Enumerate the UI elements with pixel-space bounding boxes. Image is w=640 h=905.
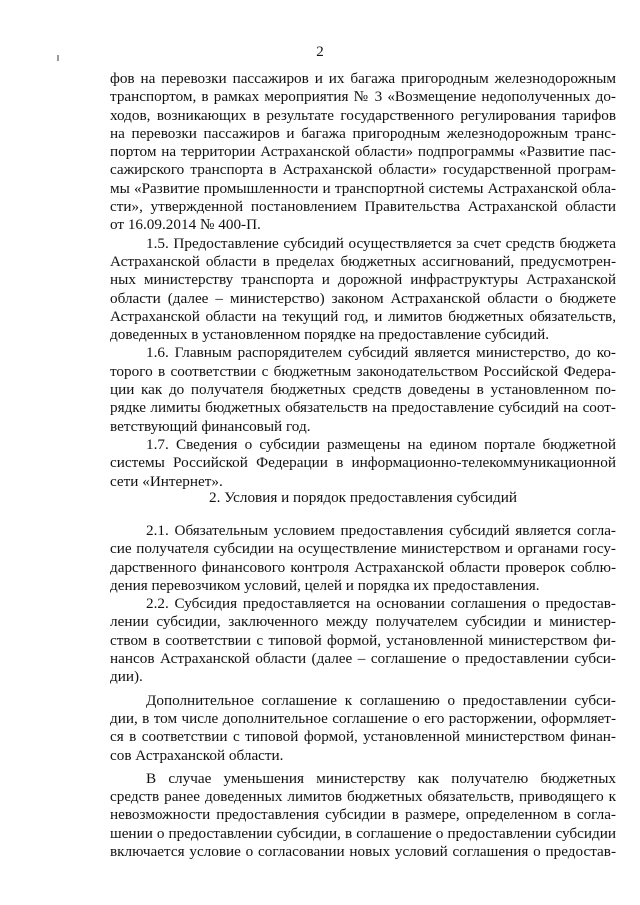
paragraph-1-7-start: 1.7. Сведения о субсидии размещены на едином портале бюджетной	[146, 435, 616, 453]
text-line: дии, в том числе дополнительное соглашение о его расторжении, оформляет-	[110, 709, 616, 727]
text-line: Астраханской области в пределах бюджетных ассигнований, предусмотрен-	[110, 252, 616, 270]
text-line: дии).	[110, 668, 143, 686]
text-line: рядке лимиты бюджетных обязательств на предоставление субсидий на соот-	[110, 399, 616, 417]
section-heading: 2. Условия и порядок предоставления субсидий	[209, 489, 517, 506]
text-line: сие получателя субсидии на осуществление министерством и органами госу-	[110, 540, 616, 558]
paragraph-1-5-start: 1.5. Предоставление субсидий осуществляется за счет средств бюджета	[146, 234, 616, 252]
text-line: средств ранее доведенных лимитов бюджетных обязательств, приводящего к	[110, 788, 616, 806]
text-line: сети «Интернет».	[110, 472, 223, 490]
text-line: сов Астраханской области.	[110, 746, 284, 764]
text-block-section-1	[110, 70, 616, 491]
text-line: мы «Развитие промышленности и транспортной системы Астраханской обла-	[110, 179, 616, 197]
text-line: на перевозки пассажиров и багажа пригородным железнодорожным транс-	[110, 124, 616, 142]
text-line: ветствующий финансовый год.	[110, 417, 311, 435]
text-line: сти», утвержденной постановлением Правительства Астраханской области	[110, 198, 616, 216]
text-line: невозможности предоставления субсидии в размере, определенном в согла-	[110, 806, 616, 824]
paragraph-limits-start: В случае уменьшения министерству как получателю бюджетных	[146, 769, 616, 787]
text-line: сажирского транспорта в Астраханской области» государственной програм-	[110, 161, 616, 179]
paragraph-1-6-start: 1.6. Главным распорядителем субсидий является министерство, до ко-	[146, 344, 616, 362]
text-line: лении субсидии, заключенного между получателем субсидии и министер-	[110, 613, 616, 631]
text-line: ся в соответствии с типовой формой, установленной министерством финан-	[110, 728, 616, 746]
paragraph-additional-agreement-start: Дополнительное соглашение к соглашению о предоставлении субси-	[146, 691, 616, 709]
text-line: шении о предоставлении субсидии, в соглашение о предоставлении субсидии	[110, 824, 616, 842]
text-line: доведенных в установленном порядке на предоставление субсидий.	[110, 326, 549, 344]
text-line: транспортом, в рамках мероприятия № 3 «Возмещение недополученных до-	[110, 88, 616, 106]
text-line: системы Российской Федерации в информационно-телекоммуникационной	[110, 454, 616, 472]
text-line: Астраханской области на текущий год, и лимитов бюджетных обязательств,	[110, 307, 616, 325]
text-line: дения перевозчиком условий, целей и порядка их предоставления.	[110, 576, 540, 594]
text-line: области (далее – министерство) законом Астраханской области о бюджете	[110, 289, 616, 307]
text-line: дарственного финансового контроля Астраханской области проверок соблю-	[110, 558, 616, 576]
text-line: ходов, возникающих в результате государственного регулирования тарифов	[110, 106, 616, 124]
text-line: включается условие о согласовании новых условий соглашения о предостав-	[110, 843, 616, 861]
text-line: ции как до получателя бюджетных средств доведены в установленном по-	[110, 381, 616, 399]
text-line: портом на территории Астраханской области» подпрограммы «Развитие пас-	[110, 143, 616, 161]
text-line: фов на перевозки пассажиров и их багажа пригородным железнодорожным	[110, 70, 616, 87]
text-line: ных министерству транспорта и дорожной инфраструктуры Астраханской	[110, 271, 616, 289]
text-line: нансов Астраханской области (далее – соглашение о предоставлении субси-	[110, 650, 616, 668]
paragraph-2-1-start: 2.1. Обязательным условием предоставления субсидий является согла-	[146, 522, 616, 539]
text-block-section-2	[110, 522, 616, 861]
text-line: от 16.09.2014 № 400-П.	[110, 216, 261, 234]
text-line: ством в соответствии с типовой формой, установленной министерством фи-	[110, 631, 616, 649]
page-number: 2	[316, 44, 324, 60]
text-line: торого в соответствии с бюджетным законодательством Российской Федера-	[110, 362, 616, 380]
paragraph-2-2-start: 2.2. Субсидия предоставляется на основании соглашения о предостав-	[146, 595, 616, 613]
